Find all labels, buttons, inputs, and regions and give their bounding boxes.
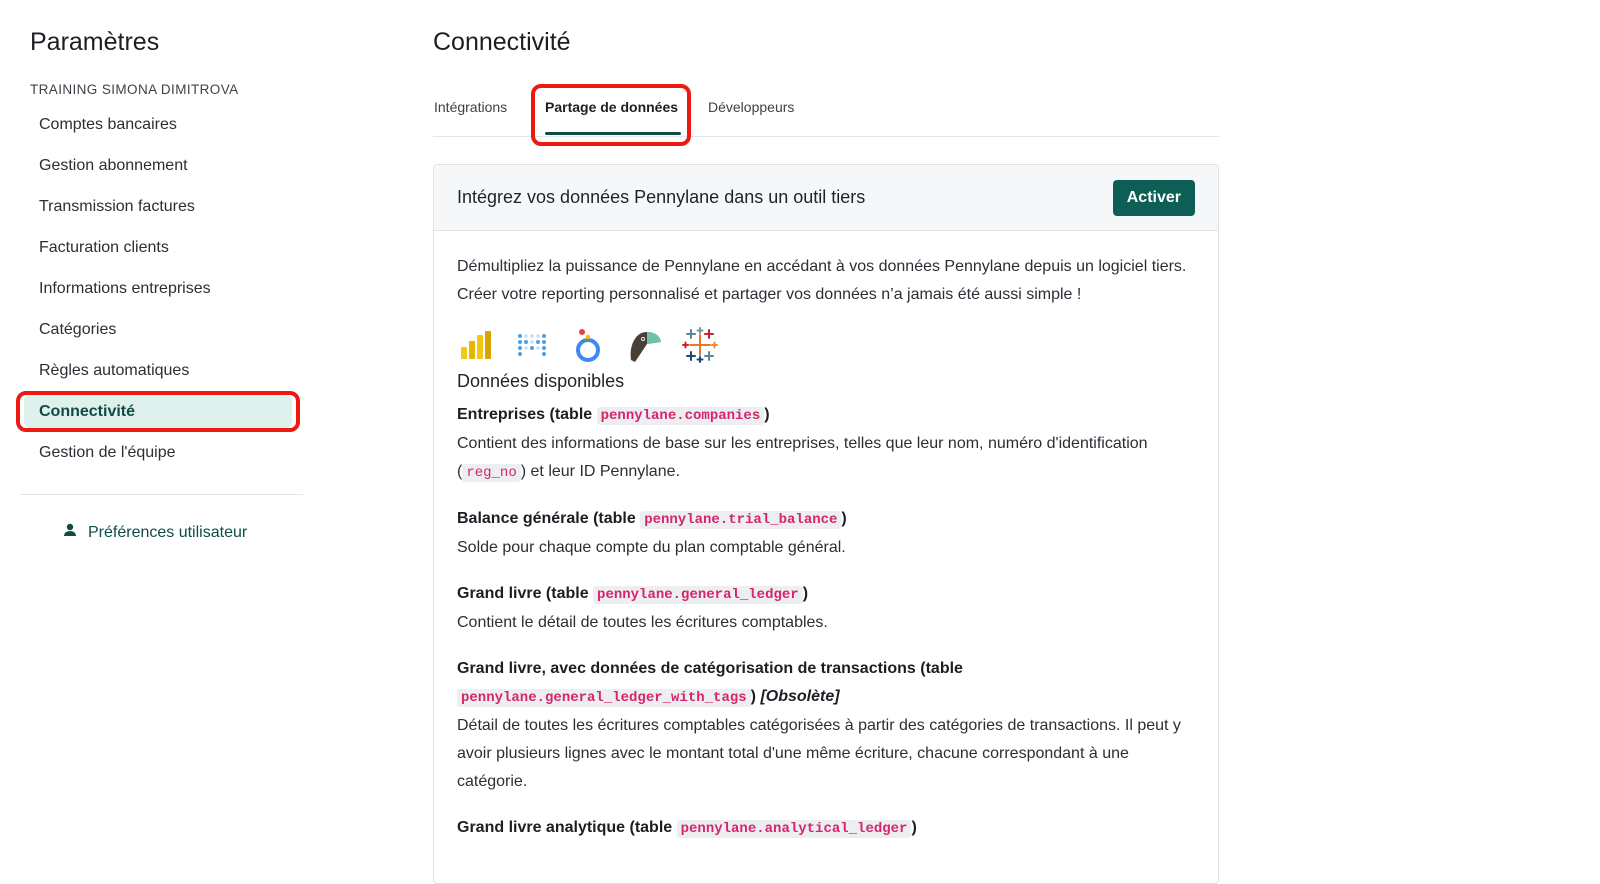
entry-title-suffix: ) bbox=[764, 406, 770, 423]
entry-title bbox=[457, 655, 1195, 712]
card-header bbox=[434, 165, 1218, 231]
entry-description: Détail de toutes les écritures comptables catégorisées à partir des catégories de transactions. Il peut y avoir plusieurs lignes avec le montant total d'une même écriture, chacune correspondant à une catégorie. bbox=[457, 717, 1181, 790]
sidebar-item-gestion-abonnement[interactable]: Gestion abonnement bbox=[39, 156, 188, 174]
entry-title-text: Grand livre, avec données de catégorisation de transactions (table bbox=[457, 660, 963, 677]
activate-button[interactable]: Activer bbox=[1113, 180, 1195, 216]
tab-bar bbox=[433, 86, 1219, 137]
entry-description bbox=[457, 430, 1195, 487]
active-tab-underline bbox=[545, 132, 681, 135]
sidebar-item-regles-automatiques[interactable]: Règles automatiques bbox=[39, 361, 190, 379]
sidebar-item-gestion-equipe[interactable]: Gestion de l'équipe bbox=[39, 443, 176, 461]
data-entry-general-ledger-with-tags bbox=[457, 655, 1195, 796]
sidebar-item-facturation-clients[interactable]: Facturation clients bbox=[39, 238, 169, 256]
table-name: pennylane.analytical_ledger bbox=[677, 820, 912, 838]
settings-nav bbox=[20, 104, 310, 473]
sidebar-divider bbox=[20, 494, 303, 495]
entry-title-text: Balance générale (table bbox=[457, 510, 641, 527]
sidebar-item-informations-entreprises[interactable]: Informations entreprises bbox=[39, 279, 211, 297]
page-title: Connectivité bbox=[433, 28, 571, 56]
sidebar-item-comptes-bancaires[interactable]: Comptes bancaires bbox=[39, 115, 177, 133]
entry-description: Contient le détail de toutes les écritures comptables. bbox=[457, 614, 828, 631]
tableau-icon bbox=[681, 326, 719, 364]
table-name: pennylane.trial_balance bbox=[640, 511, 841, 529]
table-name: pennylane.general_ledger bbox=[593, 586, 803, 604]
entry-title bbox=[457, 401, 1195, 430]
tab-integrations[interactable]: Intégrations bbox=[434, 99, 508, 115]
entry-title-text: Grand livre (table bbox=[457, 585, 594, 602]
data-entry-general-ledger bbox=[457, 580, 1195, 637]
sidebar-item-categories[interactable]: Catégories bbox=[39, 320, 117, 338]
table-name: pennylane.general_ledger_with_tags bbox=[457, 689, 751, 707]
data-entry-trial-balance bbox=[457, 505, 1195, 562]
card-body bbox=[434, 231, 1218, 883]
data-entry-companies bbox=[457, 401, 1195, 487]
entry-title bbox=[457, 580, 1195, 609]
entry-title-text: Entreprises (table bbox=[457, 406, 597, 423]
table-name: pennylane.companies bbox=[597, 407, 765, 425]
user-preferences-label: Préférences utilisateur bbox=[88, 523, 248, 541]
entry-title-text: Grand livre analytique (table bbox=[457, 819, 677, 836]
intro-text: Démultipliez la puissance de Pennylane en accédant à vos données Pennylane depuis un logiciel tiers. Créer votre reporting personnalisé et partager vos données n’a jamais été aussi simple ! bbox=[457, 258, 1187, 303]
entry-title-suffix: ) bbox=[841, 510, 847, 527]
sidebar-item-connectivite[interactable]: Connectivité bbox=[24, 395, 292, 428]
card-title: Intégrez vos données Pennylane dans un outil tiers bbox=[457, 187, 866, 207]
entry-description: Solde pour chaque compte du plan comptable général. bbox=[457, 539, 846, 556]
user-preferences-link[interactable] bbox=[62, 522, 247, 543]
entry-title-suffix: ) bbox=[911, 819, 917, 836]
power-bi-icon bbox=[457, 326, 495, 364]
toucan-icon bbox=[625, 326, 663, 364]
sidebar-title: Paramètres bbox=[30, 28, 160, 56]
entry-title-suffix: ) bbox=[802, 585, 809, 602]
settings-sidebar bbox=[0, 0, 320, 864]
obsolete-badge: [Obsolète] bbox=[760, 688, 840, 705]
organization-name: TRAINING SIMONA DIMITROVA bbox=[30, 82, 239, 97]
data-sharing-card bbox=[433, 164, 1219, 884]
looker-studio-icon bbox=[569, 326, 607, 364]
tab-developpeurs[interactable]: Développeurs bbox=[708, 99, 795, 115]
user-icon bbox=[62, 522, 78, 543]
entry-description-text: Contient des informations de base sur les entreprises, telles que leur nom, numéro d'identification ( bbox=[457, 435, 1148, 480]
metabase-icon bbox=[513, 326, 551, 364]
entry-description-suffix: ) et leur ID Pennylane. bbox=[520, 463, 680, 480]
entry-title bbox=[457, 814, 1195, 843]
highlight-box bbox=[16, 391, 300, 432]
tab-partage-de-donnees[interactable]: Partage de données bbox=[545, 99, 679, 115]
entry-title bbox=[457, 505, 1195, 534]
inline-code: reg_no bbox=[462, 464, 520, 482]
sidebar-item-transmission-factures[interactable]: Transmission factures bbox=[39, 197, 195, 215]
data-entry-analytical-ledger bbox=[457, 814, 1195, 843]
section-title: Données disponibles bbox=[457, 371, 625, 391]
entry-title-suffix: ) bbox=[750, 688, 761, 705]
integration-logos bbox=[457, 325, 1195, 365]
